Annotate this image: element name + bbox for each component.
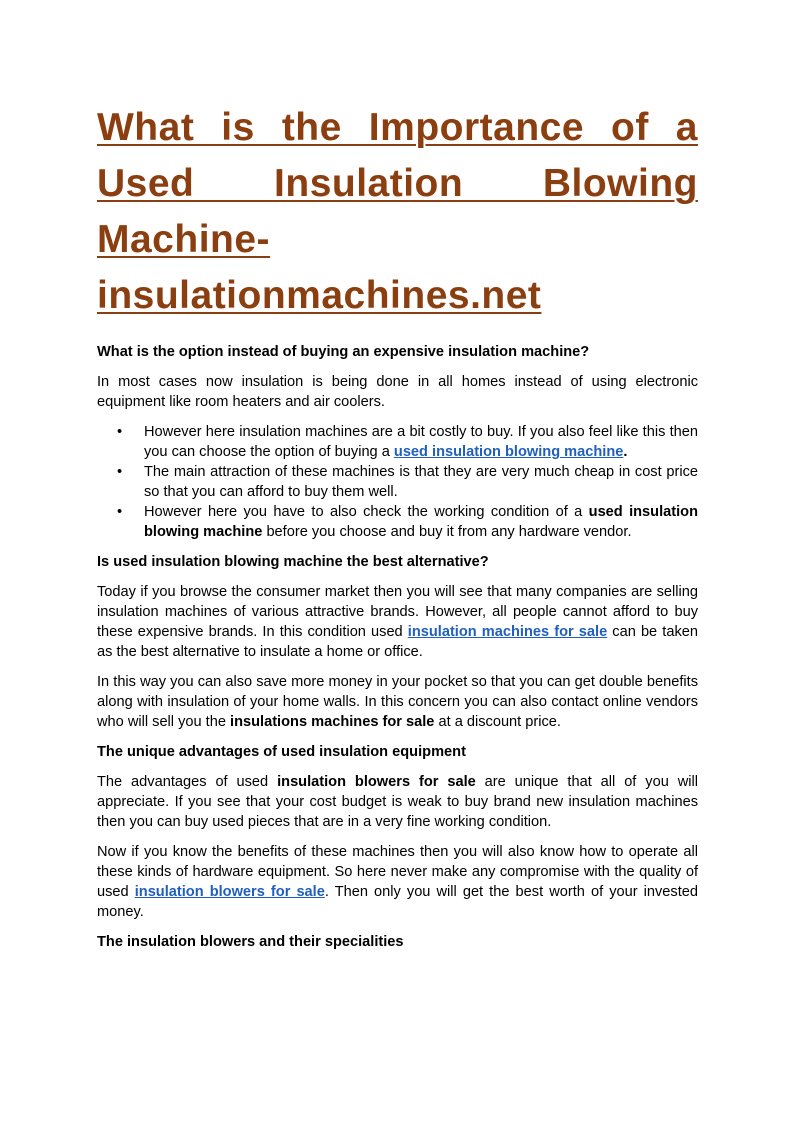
text: . — [623, 444, 628, 460]
text: In this way you can also save more money in your pocket so that you can get double benefits along with insulation of your home walls. In this concern you can also contact online vendors who will sell you the — [97, 674, 698, 730]
bold-text: insulation blowers for sale — [277, 774, 476, 790]
paragraph — [97, 772, 698, 832]
text: are unique that all of you will appreciate. If you see that your cost budget is weak to buy brand new insulation machines then you can buy used pieces that are in a very fine working condition. — [97, 774, 698, 830]
section-heading: The unique advantages of used insulation equipment — [97, 744, 466, 760]
title-line: Used Insulation Blowing — [97, 162, 698, 205]
text: The main attraction of these machines is that they are very much cheap in cost price so that you can afford to buy them well. — [144, 464, 698, 500]
paragraph — [97, 842, 698, 922]
section-heading: Is used insulation blowing machine the best alternative? — [97, 554, 489, 570]
document-page — [97, 100, 698, 962]
title-line: Machine- — [97, 218, 271, 261]
bullet-icon: • — [117, 464, 123, 480]
list-item — [97, 422, 698, 462]
bullet-icon: • — [117, 504, 123, 520]
list-item — [97, 502, 698, 542]
bold-text: insulations machines for sale — [230, 714, 435, 730]
paragraph — [97, 672, 698, 732]
text: at a discount price. — [434, 714, 561, 730]
text: can be taken as the best alternative to insulate a home or office. — [97, 624, 698, 660]
section-heading: The insulation blowers and their specialities — [97, 934, 404, 950]
text: However here insulation machines are a bit costly to buy. If you also feel like this then you can choose the option of buying a — [144, 424, 698, 460]
list-item — [97, 462, 698, 502]
insulation-blowers-for-sale-link[interactable]: insulation blowers for sale — [134, 884, 325, 900]
text: . Then only you will get the best worth of your invested money. — [97, 884, 699, 920]
bold-text: used insulation blowing machine — [144, 504, 698, 540]
bullet-list — [97, 422, 698, 542]
insulation-machines-for-sale-link[interactable]: insulation machines for sale — [407, 624, 608, 640]
used-insulation-blowing-machine-link[interactable]: used insulation blowing machine — [393, 444, 624, 460]
paragraph: In most cases now insulation is being done in all homes instead of using electronic equipment like room heaters and air coolers. — [97, 374, 698, 410]
text: before you choose and buy it from any hardware vendor. — [262, 524, 632, 540]
bullet-icon: • — [117, 424, 123, 440]
title-line: insulationmachines.net — [97, 274, 542, 317]
section-heading: What is the option instead of buying an expensive insulation machine? — [97, 344, 590, 360]
text: The advantages of used — [97, 774, 278, 790]
document-title — [97, 100, 698, 324]
text: Now if you know the benefits of these machines then you will also know how to operate all these kinds of hardware equipment. So here never make any compromise with the quality of used — [97, 844, 698, 900]
text: Today if you browse the consumer market then you will see that many companies are selling insulation machines of various attractive brands. However, all people cannot afford to buy these expensive brands. In this condition used — [97, 584, 698, 640]
text: However here you have to also check the working condition of a — [144, 504, 589, 520]
title-line: What is the Importance of a — [97, 106, 698, 149]
paragraph — [97, 582, 698, 662]
